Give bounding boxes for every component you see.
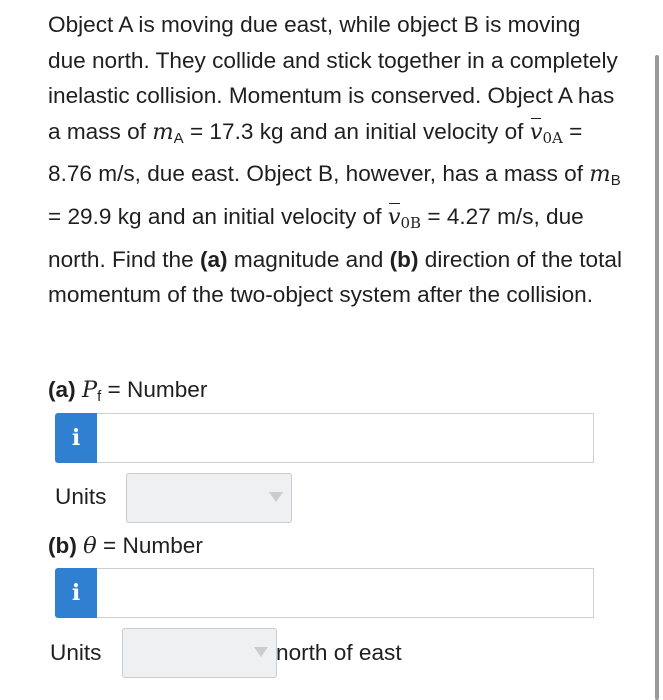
velocity-b-value: = 4.27 m/s, due north. Find the xyxy=(48,203,584,272)
part-b-tag-inline: (b) xyxy=(389,246,419,272)
part-b-units-select[interactable] xyxy=(122,628,277,678)
info-icon[interactable]: i xyxy=(55,413,97,463)
momentum-symbol: P xyxy=(81,377,98,403)
part-b-text-inline: direction of the total momentum of the two-object system after the collision. xyxy=(48,246,622,308)
velocity-a-subscript: 0A xyxy=(542,128,563,147)
velocity-b-subscript: 0B xyxy=(400,213,422,232)
velocity-b-symbol: v xyxy=(388,200,401,236)
part-a-label xyxy=(48,377,207,405)
part-a-units-select[interactable] xyxy=(126,473,292,523)
momentum-subscript: f xyxy=(97,388,102,405)
part-a-tag: (a) xyxy=(48,377,76,402)
part-a-answer-row xyxy=(55,413,595,463)
part-b-label xyxy=(48,533,203,559)
mass-b-subscript: B xyxy=(610,172,621,190)
mass-a-subscript: A xyxy=(173,129,184,147)
direction-suffix: north of east xyxy=(276,640,402,665)
velocity-a-symbol: v xyxy=(530,115,543,151)
scrollbar[interactable] xyxy=(655,55,659,700)
theta-symbol: θ xyxy=(83,533,97,559)
part-a-tag-inline: (a) xyxy=(199,246,228,272)
problem-text-1: Object A is moving due east, while object B is moving due north. They collide and stick together in a completely inelastic collision. Momentum is conserved. Object A has a mass of xyxy=(48,12,618,144)
part-b-tag: (b) xyxy=(48,533,77,558)
chevron-down-icon xyxy=(254,647,268,657)
part-a-units-label: Units xyxy=(55,484,107,509)
problem-statement xyxy=(48,7,623,313)
mass-a-value: = 17.3 kg and an initial velocity of xyxy=(183,118,530,144)
velocity-a-value: = 8.76 m/s, due east. Object B, however, has a mass of xyxy=(48,118,590,187)
part-b-equation: = Number xyxy=(96,533,203,558)
mass-b-value: = 29.9 kg and an initial velocity of xyxy=(48,203,388,229)
part-b-units-label: Units xyxy=(50,640,102,665)
mass-b-symbol: m xyxy=(589,161,611,188)
info-icon[interactable]: i xyxy=(55,568,97,618)
part-a-equation: = Number xyxy=(101,377,208,402)
part-b-number-input[interactable] xyxy=(97,568,594,618)
part-a-text-inline: magnitude and xyxy=(227,246,390,272)
mass-a-symbol: m xyxy=(152,118,174,145)
part-b-answer-row xyxy=(55,568,595,618)
part-a-number-input[interactable] xyxy=(97,413,594,463)
chevron-down-icon xyxy=(269,492,283,502)
